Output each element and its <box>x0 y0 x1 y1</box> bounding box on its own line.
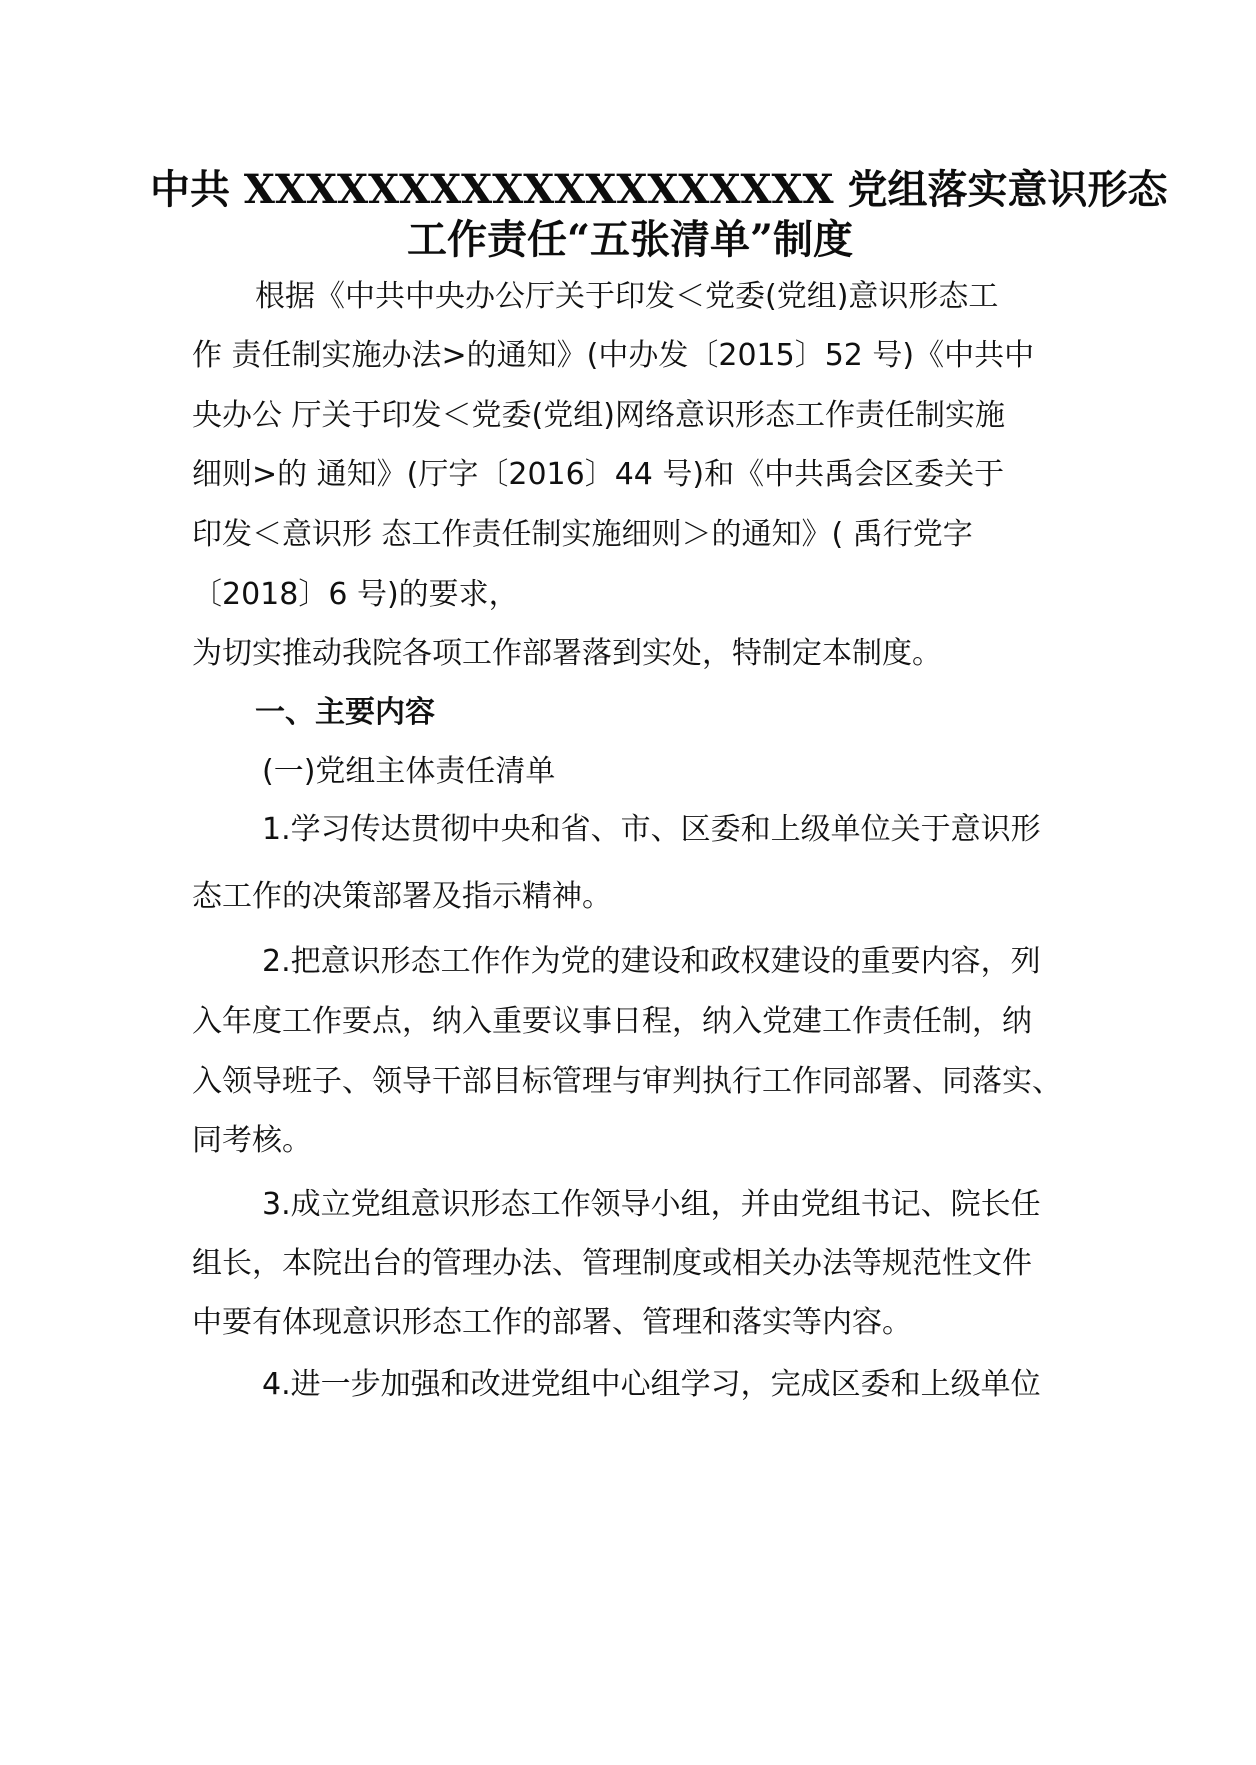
intro-line: 细则>的 通知》(厅字〔2016〕44 号)和《中共禹会区委关于 <box>192 457 1005 492</box>
intro-line: 为切实推动我院各项工作部署落到实处，特制定本制度。 <box>192 636 942 671</box>
document-title-line-1: 中共 XXXXXXXXXXXXXXXXXXX 党组落实意识形态 <box>150 166 1168 213</box>
item-line: 4.进一步加强和改进党组中心组学习，完成区委和上级单位 <box>262 1367 1041 1402</box>
document-title-line-2: 工作责任“五张清单”制度 <box>406 216 853 263</box>
item-line: 同考核。 <box>192 1123 312 1158</box>
item-line: 入领导班子、领导干部目标管理与审判执行工作同部署、同落实、 <box>192 1064 1062 1099</box>
item-line: 态工作的决策部署及指示精神。 <box>192 879 612 914</box>
item-line: 2.把意识形态工作作为党的建设和政权建设的重要内容，列 <box>262 944 1041 979</box>
intro-line: 作 责任制实施办法>的通知》(中办发〔2015〕52 号)《中共中 <box>192 338 1035 373</box>
item-line: 中要有体现意识形态工作的部署、管理和落实等内容。 <box>192 1305 912 1340</box>
intro-line: 〔2018〕6 号)的要求， <box>192 577 519 612</box>
item-line: 入年度工作要点，纳入重要议事日程，纳入党建工作责任制，纳 <box>192 1004 1032 1039</box>
intro-line: 根据《中共中央办公厅关于印发＜党委(党组)意识形态工 <box>255 279 999 314</box>
item-line: 1.学习传达贯彻中央和省、市、区委和上级单位关于意识形 <box>262 812 1041 847</box>
item-line: 组长，本院出台的管理办法、管理制度或相关办法等规范性文件 <box>192 1246 1032 1281</box>
intro-line: 印发＜意识形 态工作责任制实施细则＞的通知》( 禹行党字 <box>192 517 973 552</box>
section-heading: 一、主要内容 <box>255 695 435 730</box>
subsection-heading: (一)党组主体责任清单 <box>262 754 556 789</box>
item-line: 3.成立党组意识形态工作领导小组，并由党组书记、院长任 <box>262 1187 1041 1222</box>
intro-line: 央办公 厅关于印发＜党委(党组)网络意识形态工作责任制实施 <box>192 398 1005 433</box>
